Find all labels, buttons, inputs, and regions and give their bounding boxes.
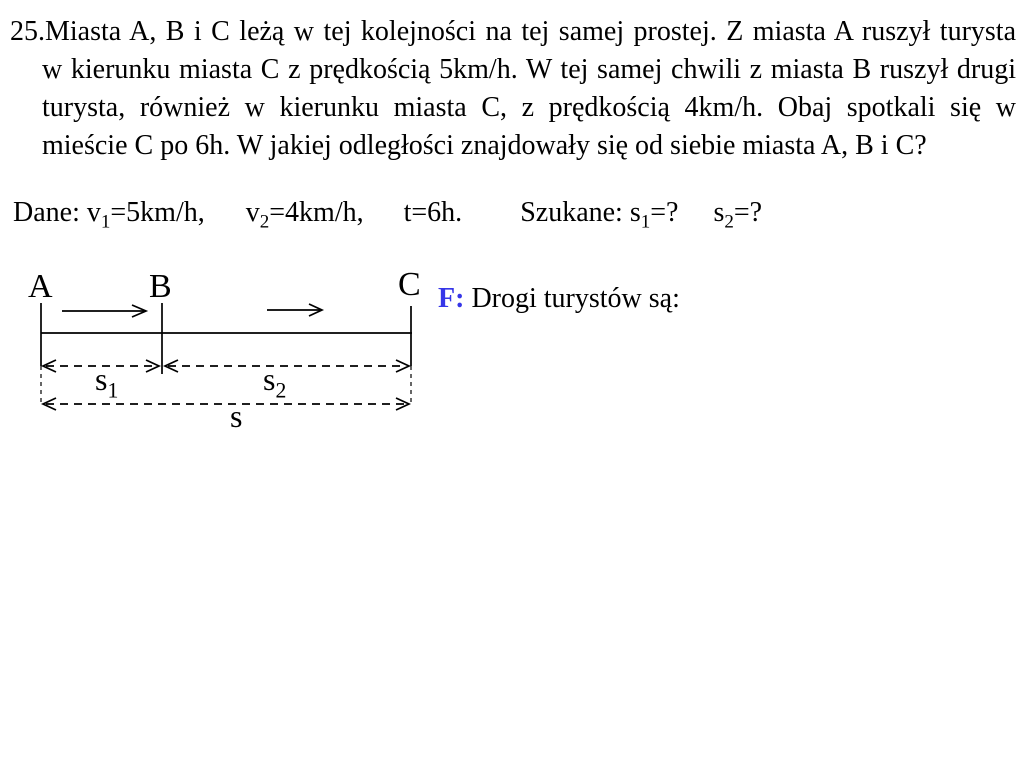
sought-label: Szukane: [520,197,623,228]
problem-statement [10,13,1016,165]
given-v1: $v_1=5km/h$, [86,197,205,233]
point-label-b: B [149,268,172,305]
measure-arrow-s-total [43,398,409,410]
given-data-line [13,197,763,233]
answer-line [438,283,680,315]
given-t: t=6h. [403,197,463,228]
answer-text: Drogi turystów są: [471,283,680,314]
given-label: Dane: [13,197,80,228]
distance-label-s-total: s [230,398,243,434]
motion-arrow-tourist-2 [267,304,322,316]
motion-arrow-tourist-1 [62,305,146,317]
measure-arrow-s2 [165,360,409,372]
point-label-a: A [28,268,53,305]
problem-line-2: w kierunku miasta C z prędkością 5km/h. W tej samej chwili z miasta B ruszył drugi [42,54,1016,85]
point-label-c: C [398,266,421,303]
distance-label-s1: $s_1$ [95,361,119,403]
distance-diagram [0,260,470,445]
problem-line-4: mieście C po 6h. W jakiej odległości znajdowały się od siebie miasta A, B i C? [42,130,927,161]
sought-s1: $s_1=$? [629,197,679,233]
answer-prefix: F: [438,283,465,314]
sought-s2: $s_2=$? [713,197,763,233]
problem-line-3: turysta, również w kierunku miasta C, z prędkością 4km/h. Obaj spotkali się w [42,92,1016,123]
distance-label-s2: $s_2$ [263,361,287,403]
problem-line-1: 25.Miasta A, B i C leżą w tej kolejności na tej samej prostej. Z miasta A ruszył turysta [10,16,1016,47]
given-v2: $v_2=4km/h$, [245,197,364,233]
